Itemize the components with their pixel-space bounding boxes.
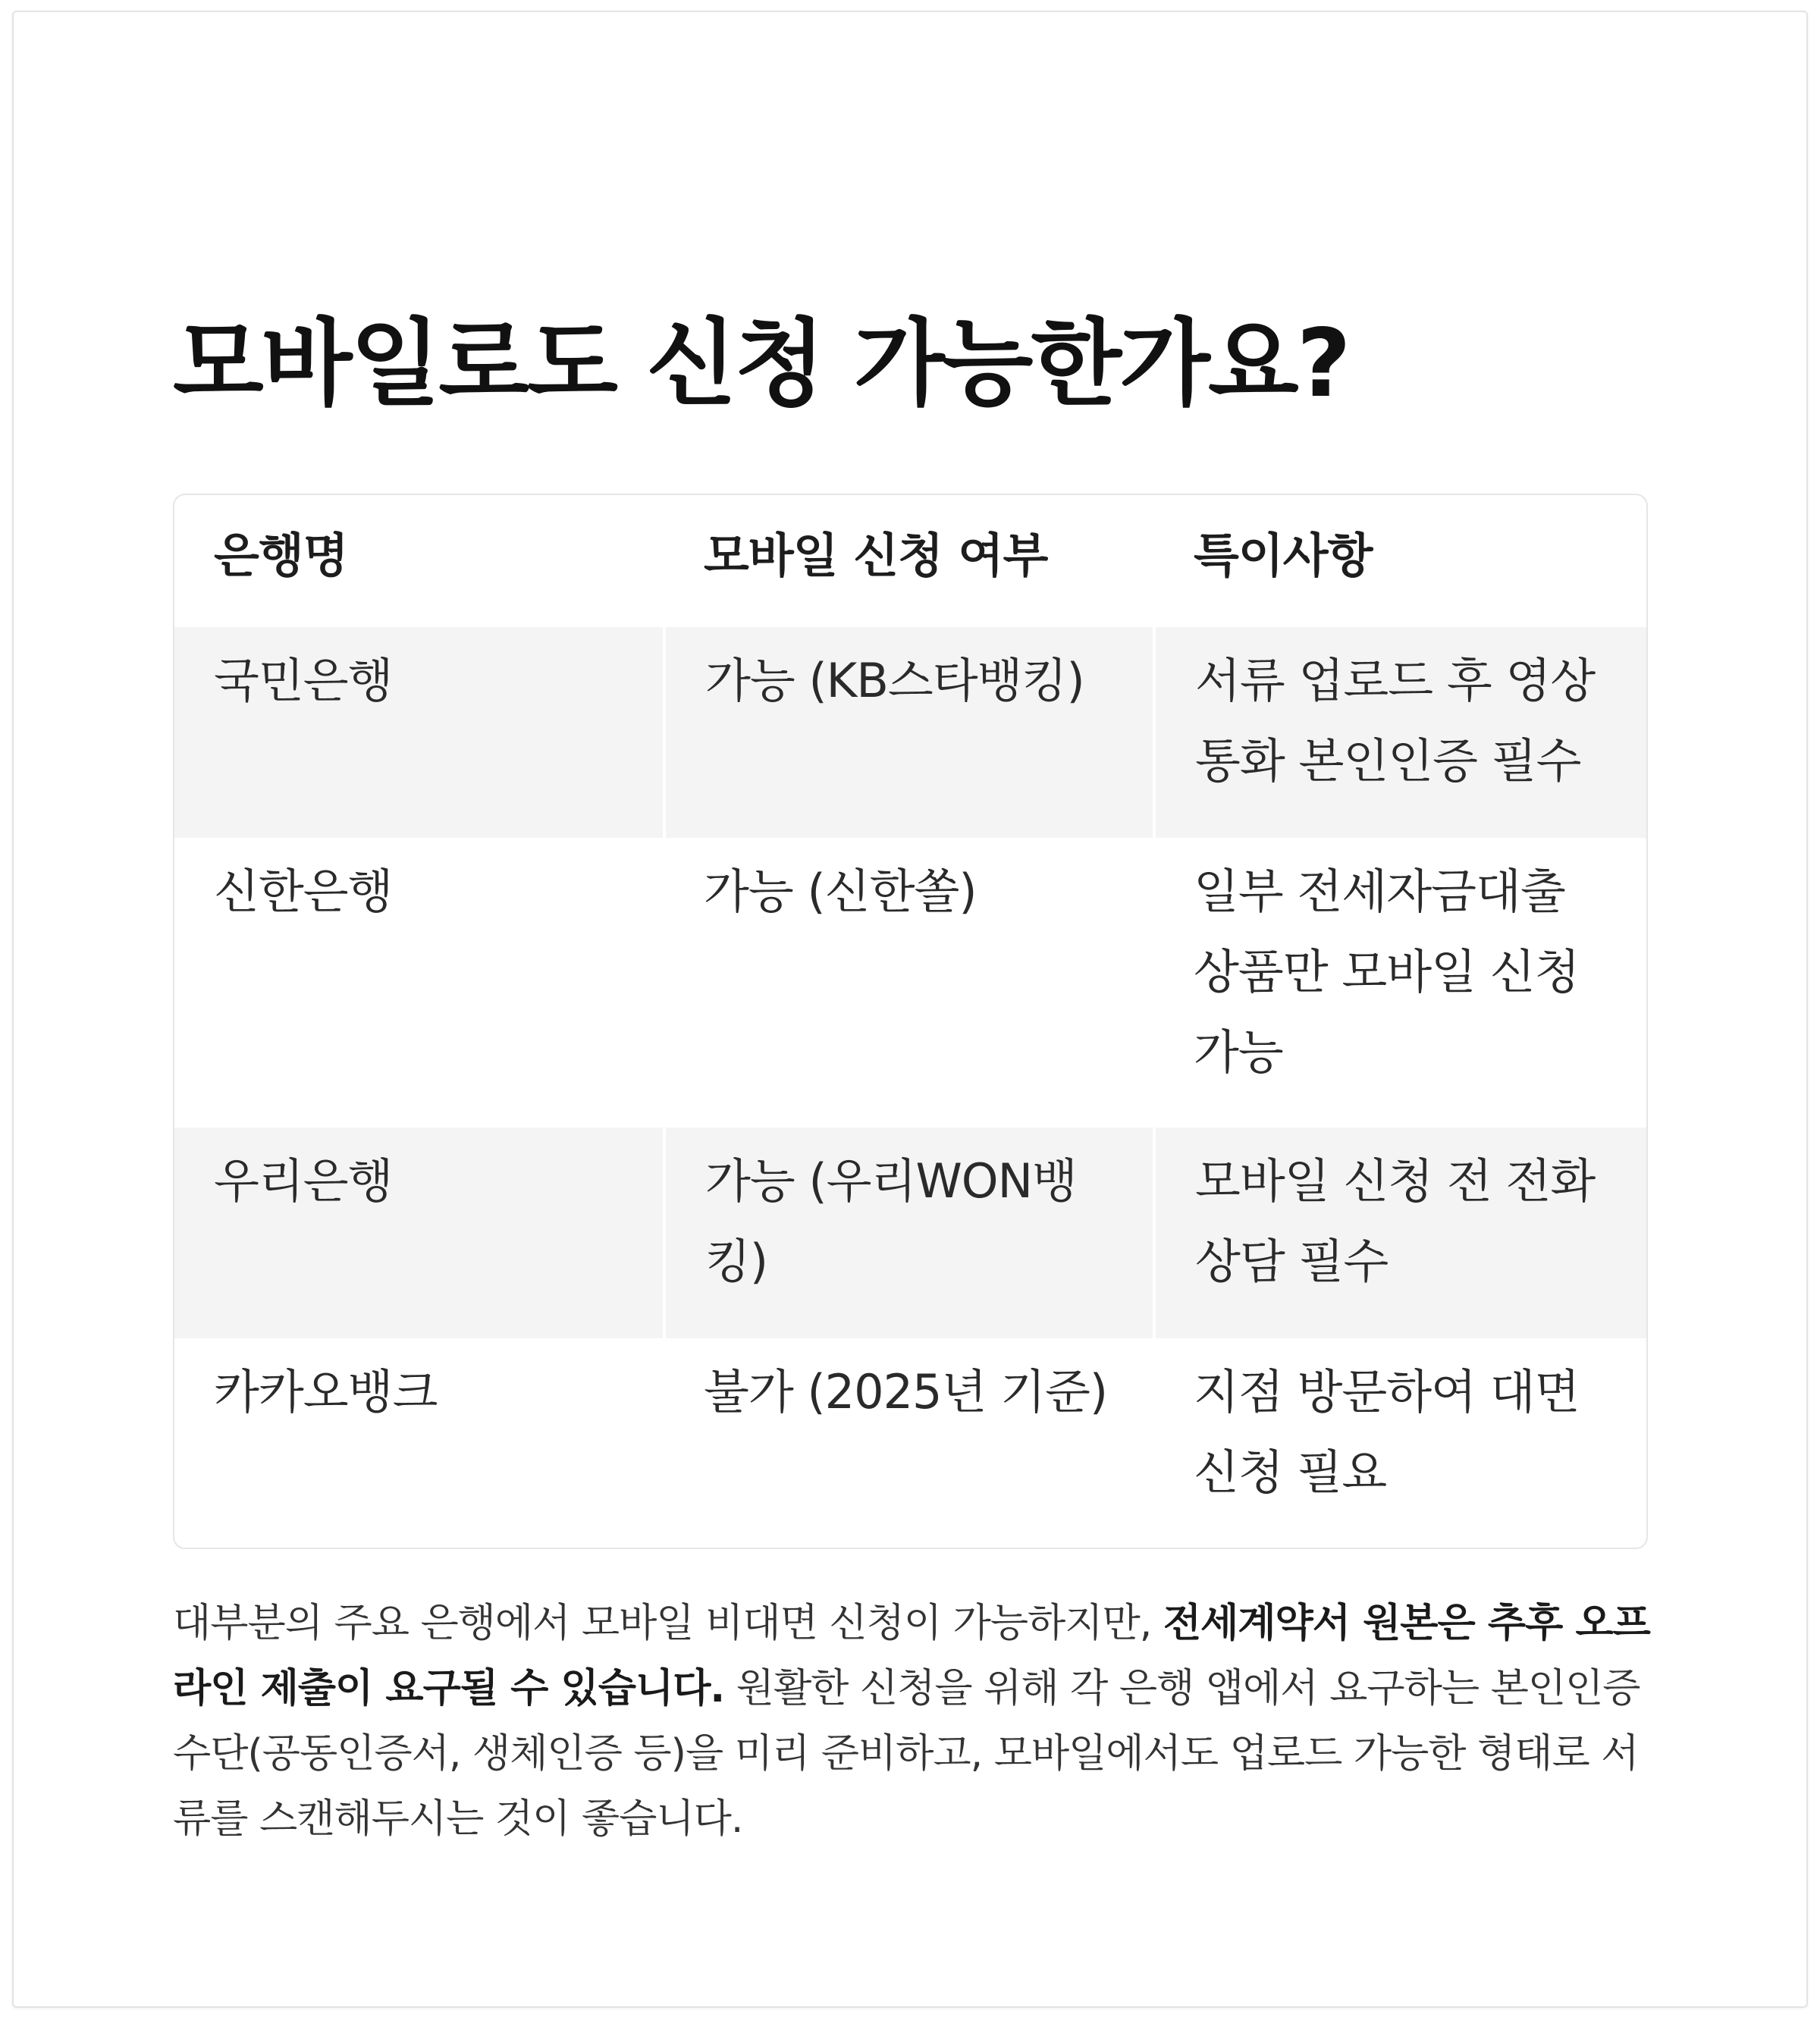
cell-bank-name: 우리은행 — [174, 1128, 664, 1338]
page-title: 모바일로도 신청 가능한가요? — [173, 309, 1349, 419]
note-intro: 대부분의 주요 은행에서 모바일 비대면 신청이 가능하지만, — [173, 1601, 1163, 1646]
cell-notes: 서류 업로드 후 영상 통화 본인인증 필수 — [1154, 627, 1646, 838]
cell-notes: 일부 전세자금대출 상품만 모바일 신청 가능 — [1194, 864, 1580, 1080]
table — [174, 495, 1646, 1549]
cell-bank-name: 신한은행 — [214, 864, 393, 919]
cell-mobile-availability: 가능 (KB스타뱅킹) — [664, 627, 1154, 838]
header-bank-name: 은행명 — [214, 528, 348, 583]
guidance-paragraph — [173, 1591, 1652, 1852]
table-row — [174, 627, 1646, 838]
cell-bank-name: 카카오뱅크 — [214, 1364, 438, 1419]
cell-mobile-availability: 가능 (신한쏠) — [704, 864, 977, 919]
note-emphasis: 전세계약서 원본은 추후 오프라인 제출이 요구될 수 있습니다. — [173, 1601, 1650, 1711]
cell-notes: 지점 방문하여 대면 신청 필요 — [1194, 1364, 1580, 1500]
table-header-row — [174, 495, 1646, 627]
header-mobile-availability: 모바일 신청 여부 — [704, 528, 1048, 583]
cell-mobile-availability: 불가 (2025년 기준) — [704, 1364, 1108, 1419]
note-rest: 원활한 신청을 위해 각 은행 앱에서 요구하는 본인인증 수단(공동인증서, 생체인증 등)을 미리 준비하고, 모바일에서도 업로드 가능한 형태로 서류를 스캔해두시는 것이 좋습니다. — [173, 1666, 1640, 1842]
bank-comparison-table — [173, 494, 1648, 1549]
table-row — [174, 1128, 1646, 1338]
table-row — [174, 838, 1646, 1128]
cell-notes: 모바일 신청 전 전화 상담 필수 — [1154, 1128, 1646, 1338]
cell-bank-name: 국민은행 — [174, 627, 664, 838]
table-row — [174, 1338, 1646, 1549]
header-notes: 특이사항 — [1194, 528, 1373, 583]
cell-mobile-availability: 가능 (우리WON뱅킹) — [664, 1128, 1154, 1338]
